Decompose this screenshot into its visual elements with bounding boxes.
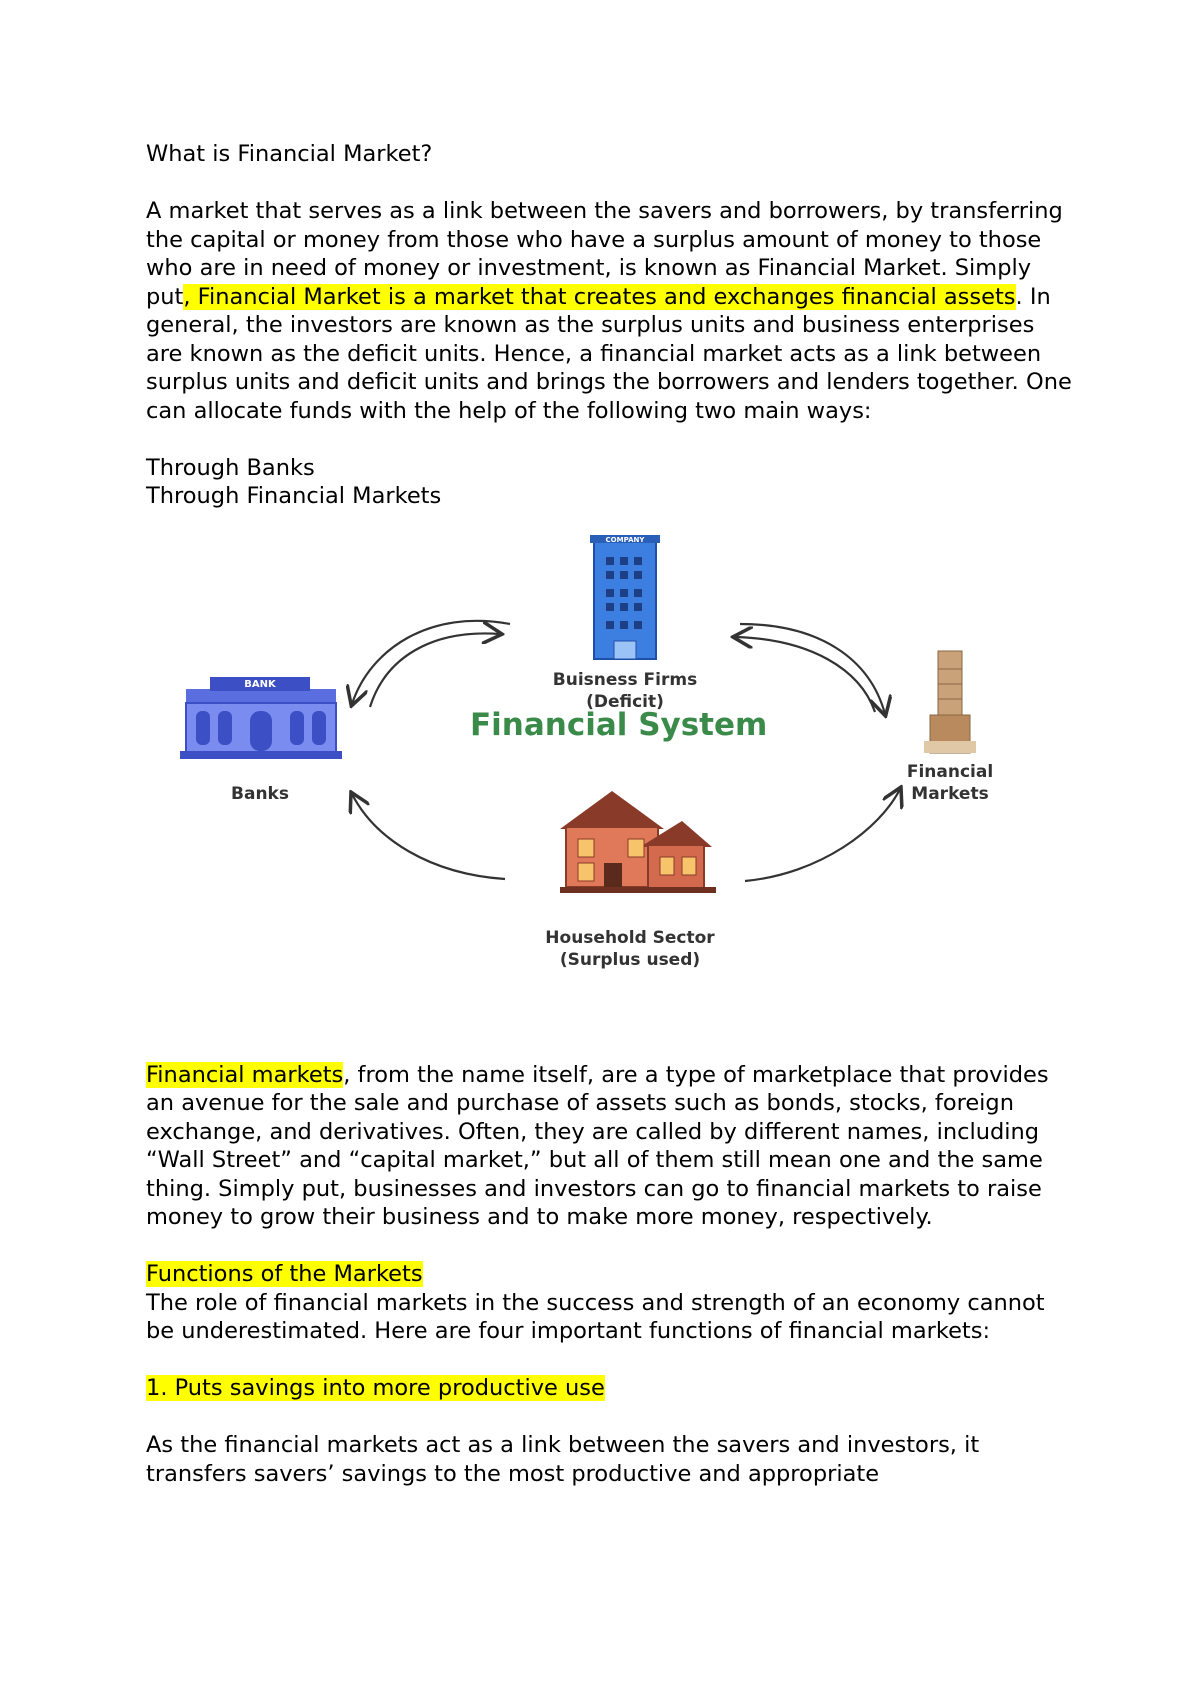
node-banks: Banks <box>231 783 289 804</box>
stock-exchange-building-icon <box>924 651 976 753</box>
node-business-firms-title: Buisness Firms <box>552 669 698 690</box>
bank-sign-text: BANK <box>244 678 276 690</box>
diagram-title: Financial System <box>470 706 768 743</box>
node-business-firms-sub: (Deficit) <box>586 691 664 712</box>
function-1-body: As the financial markets act as a link between the savers and investors, it transfers savers’ savings to the most productive and appropriate <box>146 1432 980 1487</box>
function-1-title: 1. Puts savings into more productive use <box>146 1375 605 1401</box>
functions-heading <box>146 1260 1076 1289</box>
company-sign-text: COMPANY <box>605 535 645 544</box>
function-1-heading <box>146 1374 1076 1403</box>
intro-text-2: . In general, the investors are known as the surplus units and business enterprises are known as the deficit units. Hence, a financial market acts as a link between surplus units and deficit units and brings the borrowers and lenders together. One can allocate funds with the help of the following two main ways: <box>146 283 1072 424</box>
document-page <box>146 140 1076 1488</box>
node-household-sub: (Surplus used) <box>559 949 701 970</box>
house-icon <box>560 791 716 893</box>
node-financial-markets-line2: Markets <box>911 783 989 804</box>
node-household-sector <box>525 927 735 971</box>
diagram-graphics <box>0 529 1000 1049</box>
markets-paragraph <box>146 1061 1076 1232</box>
functions-title: Functions of the Markets <box>146 1261 423 1287</box>
node-financial-markets <box>900 761 1000 805</box>
intro-text-1: A market that serves as a link between the savers and borrowers, by transferring the capital or money from those who have a surplus amount of money to those who are in need of money or investment, is known as Financial Market. Simply put <box>146 198 1063 310</box>
markets-paragraph-text: , from the name itself, are a type of marketplace that provides an avenue for the sale and purchase of assets such as bonds, stocks, foreign exchange, and derivatives. Often, they are called by different names, including “Wall Street” and “capital market,” but all of them still mean one and the same thing. Simply put, businesses and investors can go to financial markets to raise money to grow their business and to make more money, respectively. <box>146 1061 1049 1230</box>
financial-system-diagram <box>0 529 994 1049</box>
highlight-definition: , Financial Market is a market that creates and exchanges financial assets <box>183 283 1016 310</box>
way-financial-markets: Through Financial Markets <box>146 483 442 509</box>
intro-paragraph <box>146 197 1076 425</box>
node-financial-markets-line1: Financial <box>906 761 994 782</box>
way-banks: Through Banks <box>146 454 315 481</box>
functions-intro: The role of financial markets in the success and strength of an economy cannot be underestimated. Here are four important functions of financial markets: <box>146 1289 1045 1344</box>
company-building-icon <box>590 535 660 659</box>
node-business-firms <box>535 669 715 713</box>
page-heading: What is Financial Market? <box>146 141 433 167</box>
highlight-financial-markets: Financial markets <box>146 1061 344 1088</box>
node-household-title: Household Sector <box>545 927 715 948</box>
